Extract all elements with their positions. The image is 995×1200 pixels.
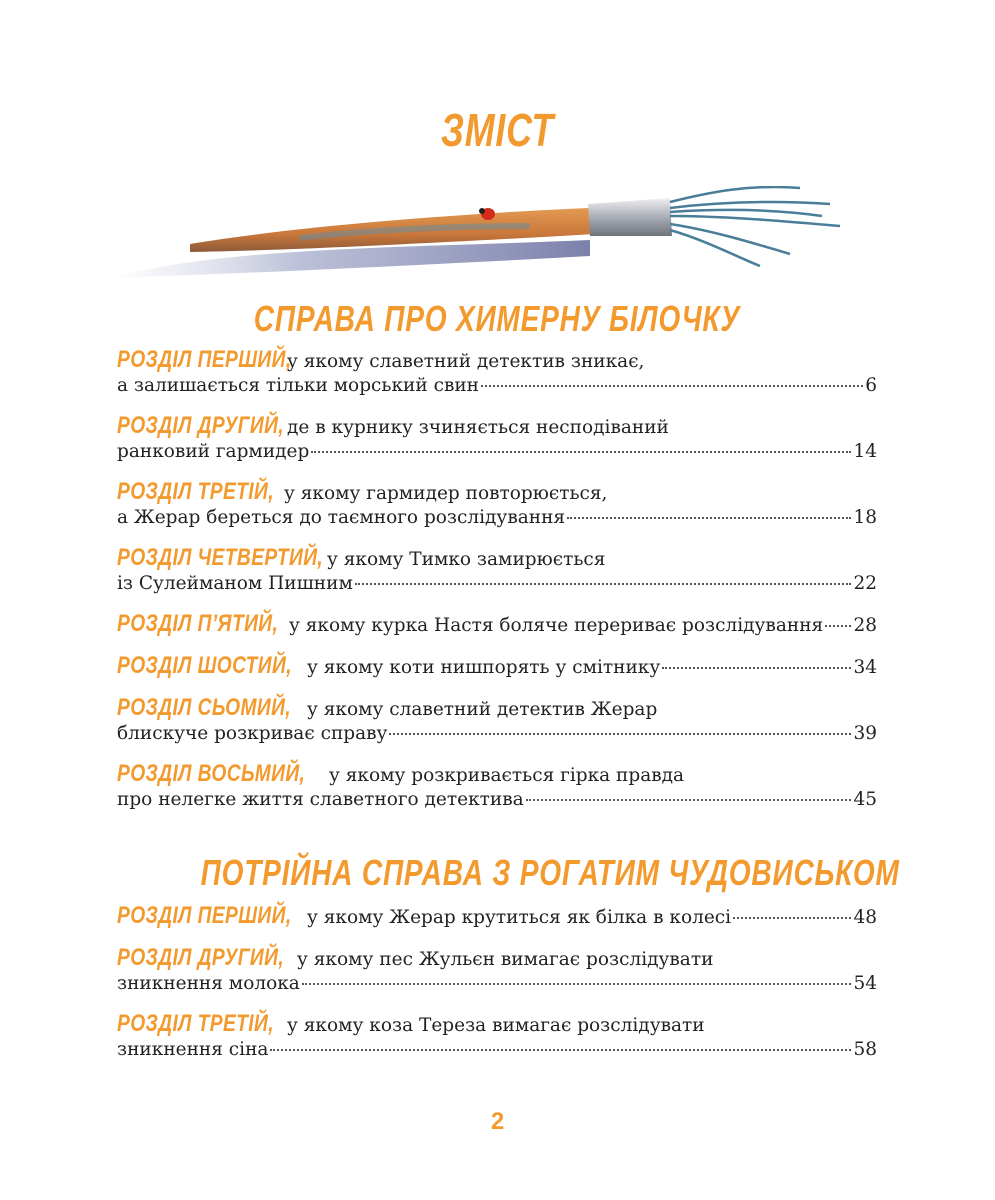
chapter-label: РОЗДІЛ П’ЯТИЙ, bbox=[117, 610, 279, 637]
chapter-label: РОЗДІЛ ПЕРШИЙ, bbox=[117, 346, 292, 373]
page-number: 39 bbox=[853, 723, 877, 744]
toc-entry[interactable] bbox=[117, 696, 877, 762]
chapter-label: РОЗДІЛ ТРЕТІЙ, bbox=[117, 478, 274, 505]
chapter-label: РОЗДІЛ ДРУГИЙ, bbox=[117, 944, 285, 971]
page-number: 54 bbox=[853, 973, 877, 994]
page-number: 28 bbox=[853, 615, 877, 636]
chapter-desc-cont: ранковий гармидер bbox=[117, 441, 310, 462]
chapter-label: РОЗДІЛ ВОСЬМИЙ, bbox=[117, 760, 306, 787]
toc-entry[interactable] bbox=[117, 904, 877, 946]
toc-entry[interactable] bbox=[117, 480, 877, 546]
page-number: 18 bbox=[853, 507, 877, 528]
part-1 bbox=[117, 298, 877, 340]
chapter-desc-cont: а Жерар береться до таємного розслідування bbox=[117, 507, 566, 528]
chapter-label: РОЗДІЛ ТРЕТІЙ, bbox=[117, 1010, 274, 1037]
toc-entry[interactable] bbox=[117, 612, 877, 654]
toc-entry[interactable] bbox=[117, 1012, 877, 1078]
chapter-label: РОЗДІЛ ДРУГИЙ, bbox=[117, 412, 285, 439]
page-number: 6 bbox=[865, 375, 877, 396]
page-number: 48 bbox=[853, 907, 877, 928]
chapter-desc: у якому славетний детектив зникає, bbox=[287, 351, 645, 372]
chapter-desc: у якому Тимко замирюється bbox=[327, 549, 606, 570]
toc-entry[interactable] bbox=[117, 654, 877, 696]
chapter-desc: де в курнику зчиняється несподіваний bbox=[287, 417, 669, 438]
page-number: 58 bbox=[853, 1039, 877, 1060]
chapter-desc-cont: зникнення сіна bbox=[117, 1039, 269, 1060]
toc-entry[interactable] bbox=[117, 414, 877, 480]
chapter-desc: у якому курка Настя боляче перериває розслідування bbox=[289, 615, 824, 636]
toc-title: ЗМІСТ bbox=[440, 104, 555, 156]
page-number-footer: 2 bbox=[490, 1108, 505, 1135]
chapter-label: РОЗДІЛ ШОСТИЙ, bbox=[117, 652, 292, 679]
chapter-desc-cont: із Сулейманом Пишним bbox=[117, 573, 353, 594]
part-2 bbox=[117, 852, 900, 894]
chapter-desc-cont: а залишається тільки морський свин bbox=[117, 375, 480, 396]
toc-entry[interactable] bbox=[117, 546, 877, 612]
chapter-label: РОЗДІЛ ЧЕТВЕРТИЙ, bbox=[117, 544, 324, 571]
chapter-desc: у якому коти нишпорять у смітнику bbox=[307, 657, 661, 678]
chapter-desc-cont: зникнення молока bbox=[117, 973, 300, 994]
chapter-list bbox=[117, 904, 877, 1078]
toc-entry[interactable] bbox=[117, 762, 877, 828]
chapter-desc-cont: про нелегке життя славетного детектива bbox=[117, 789, 524, 810]
toc-entry[interactable] bbox=[117, 946, 877, 1012]
toc-entry[interactable] bbox=[117, 348, 877, 414]
chapter-desc: у якому Жерар крутиться як білка в колесі bbox=[307, 907, 732, 928]
part-title: ПОТРІЙНА СПРАВА З РОГАТИМ ЧУДОВИСЬКОМ bbox=[200, 852, 900, 893]
chapter-desc-cont: блискуче розкриває справу bbox=[117, 723, 388, 744]
chapter-desc: у якому пес Жульєн вимагає розслідувати bbox=[297, 949, 714, 970]
page-number: 45 bbox=[853, 789, 877, 810]
chapter-label: РОЗДІЛ СЬОМИЙ, bbox=[117, 694, 292, 721]
page-number: 22 bbox=[853, 573, 877, 594]
chapter-desc: у якому славетний детектив Жерар bbox=[307, 699, 658, 720]
part-title: СПРАВА ПРО ХИМЕРНУ БІЛОЧКУ bbox=[253, 298, 741, 339]
chapter-label: РОЗДІЛ ПЕРШИЙ, bbox=[117, 902, 292, 929]
page-number: 14 bbox=[853, 441, 877, 462]
paintbrush-illustration bbox=[110, 186, 845, 286]
chapter-desc: у якому коза Тереза вимагає розслідувати bbox=[287, 1015, 705, 1036]
chapter-desc: у якому гармидер повторюється, bbox=[284, 483, 608, 504]
chapter-desc: у якому розкривається гірка правда bbox=[329, 765, 685, 786]
page-number: 34 bbox=[853, 657, 877, 678]
chapter-list bbox=[117, 348, 877, 828]
